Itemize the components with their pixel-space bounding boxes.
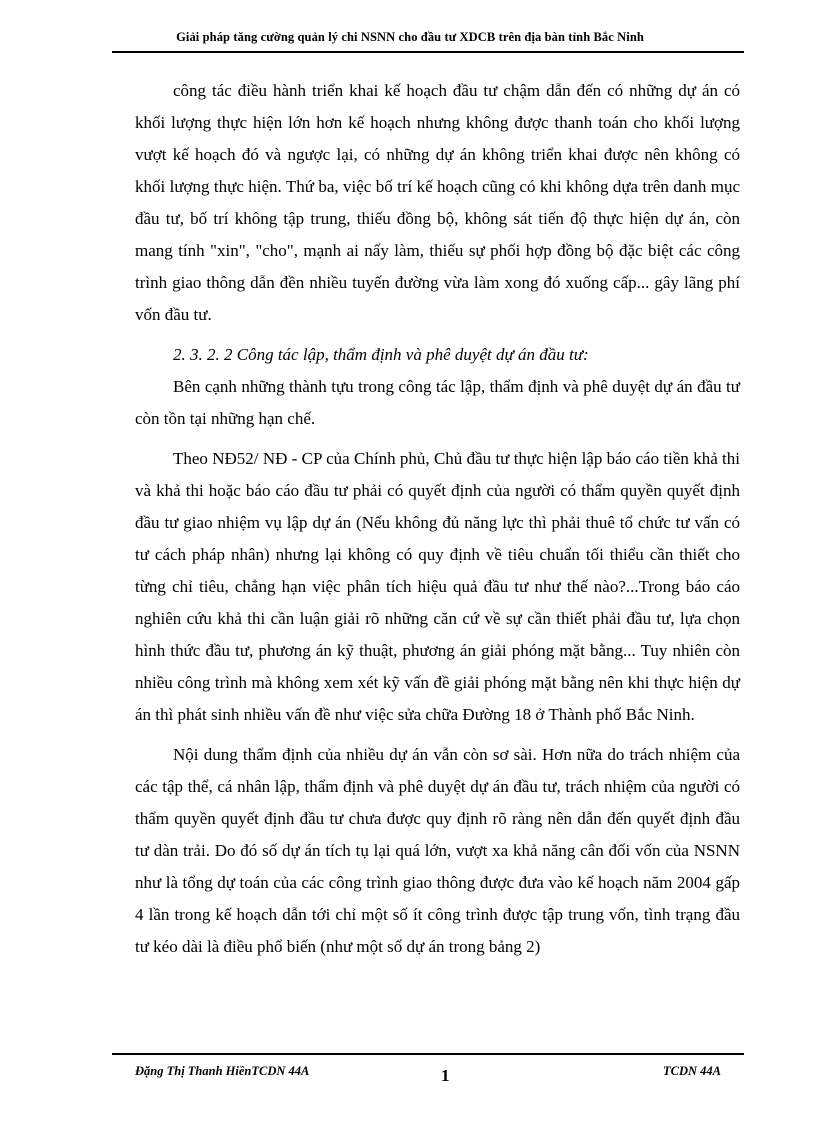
spacer bbox=[135, 435, 740, 443]
header-divider bbox=[112, 51, 744, 53]
section-heading: 2. 3. 2. 2 Công tác lập, thẩm định và phê duyệt dự án đầu tư: bbox=[173, 345, 589, 364]
footer-divider bbox=[112, 1053, 744, 1055]
spacer bbox=[135, 331, 740, 339]
spacer bbox=[135, 731, 740, 739]
paragraph-decree: Theo NĐ52/ NĐ - CP của Chính phủ, Chủ đầu tư thực hiện lập báo cáo tiền khả thi và khả thi hoặc báo cáo đầu tư phải có quyết định của người có thẩm quyền quyết định đầu tư giao nhiệm vụ lập dự án (Nếu không đủ năng lực thì phải thuê tổ chức tư vấn có tư cách pháp nhân) nhưng lại không có quy định về tiêu chuẩn tối thiểu cần thiết cho từng chỉ tiêu, chẳng hạn việc phân tích hiệu quả đầu tư như thế nào?...Trong báo cáo nghiên cứu khả thi cần luận giải rõ những căn cứ về sự cần thiết phải đầu tư, lựa chọn hình thức đầu tư, phương án kỹ thuật, phương án giải phóng mặt bằng... Tuy nhiên còn nhiều công trình mà không xem xét kỹ vấn đề giải phóng mặt bằng nên khi thực hiện dự án thì phát sinh nhiều vấn đề như việc sửa chữa Đường 18 ở Thành phố Bắc Ninh. bbox=[135, 449, 740, 724]
footer-author: Đặng Thị Thanh HiềnTCDN 44A bbox=[135, 1064, 310, 1078]
paragraph-continuation: công tác điều hành triển khai kế hoạch đầu tư chậm dẫn đến có những dự án có khối lượng thực hiện lớn hơn kế hoạch nhưng không được thanh toán cho khối lượng vượt kế hoạch đó và ngược lại, có những dự án không triển khai được nên không có khối lượng thực hiện. Thứ ba, việc bố trí kế hoạch cũng có khi không dựa trên danh mục đầu tư, bố trí không tập trung, thiếu đồng bộ, không sát tiến độ thực hiện dự án, còn mang tính "xin", "cho", mạnh ai nấy làm, thiếu sự phối hợp đồng bộ đặc biệt các công trình giao thông dẫn đền nhiều tuyến đường vừa làm xong đó xuống cấp... gây lãng phí vốn đầu tư. bbox=[135, 81, 740, 324]
page-header-title: Giải pháp tăng cường quản lý chi NSNN cho đầu tư XDCB trên địa bàn tỉnh Bắc Ninh bbox=[176, 30, 644, 44]
paragraph-appraisal: Nội dung thẩm định của nhiều dự án vẫn còn sơ sài. Hơn nữa do trách nhiệm của các tập thể, cá nhân lập, thẩm định và phê duyệt dự án đầu tư, trách nhiệm của người có thẩm quyền quyết định đầu tư chưa được quy định rõ ràng nên dẫn đến quyết định đầu tư dàn trải. Do đó số dự án tích tụ lại quá lớn, vượt xa khả năng cân đối vốn của NSNN như là tổng dự toán của các công trình giao thông được đưa vào kế hoạch năm 2004 gấp 4 lần trong kế hoạch dẫn tới chỉ một số ít công trình được tập trung vốn, tình trạng đầu tư kéo dài là điều phổ biến (như một số dự án trong bảng 2) bbox=[135, 745, 740, 956]
paragraph-intro: Bên cạnh những thành tựu trong công tác lập, thẩm định và phê duyệt dự án đầu tư còn tồn tại những hạn chế. bbox=[135, 377, 740, 428]
footer-class-code: TCDN 44A bbox=[663, 1064, 721, 1078]
page-number: 1 bbox=[441, 1066, 450, 1085]
document-body bbox=[135, 75, 740, 963]
